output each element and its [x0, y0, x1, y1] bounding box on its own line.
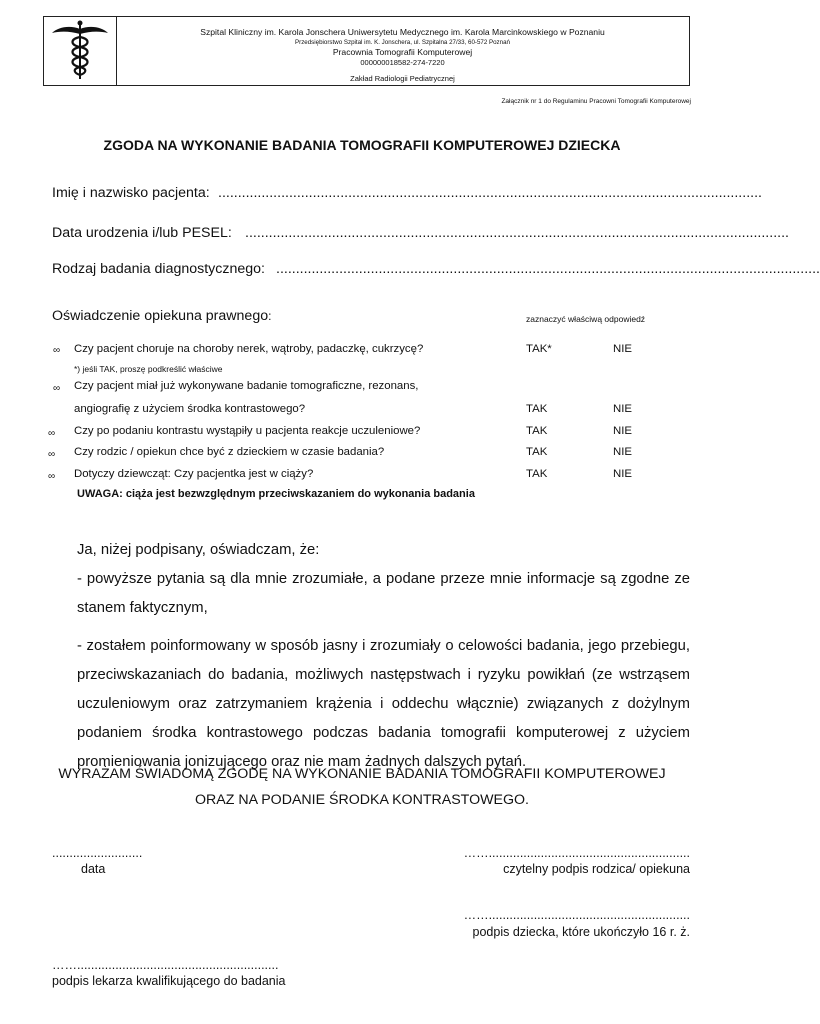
question-4: Czy rodzic / opiekun chce być z dzieckiem w czasie badania? [74, 446, 385, 458]
statement-label: Oświadczenie opiekuna prawnego [52, 308, 269, 324]
declaration-intro: Ja, niżej podpisany, oświadczam, że: [77, 542, 320, 558]
bullet-icon: ∞ [48, 471, 56, 482]
exam-type-field[interactable]: .......................................................................................................................................... [276, 261, 820, 277]
letterhead [43, 16, 690, 86]
question-3-yes[interactable]: TAK [526, 425, 548, 437]
exam-type-label: Rodzaj badania diagnostycznego: [52, 261, 265, 277]
question-2: Czy pacjent miał już wykonywane badanie tomograficzne, rezonans, [74, 380, 419, 392]
hospital-name: Szpital Kliniczny im. Karola Jonschera Uniwersytetu Medycznego im. Karola Marcinkowskiego w Poznaniu [200, 27, 605, 37]
question-2-continued: angiografię z użyciem środka kontrastowego? [74, 403, 306, 415]
parent-signature-label: czytelny podpis rodzica/ opiekuna [503, 862, 690, 876]
annex-note: Załącznik nr 1 do Regulaminu Pracowni Tomografii Komputerowej [501, 98, 691, 105]
enterprise-address: Przedsiębiorstwo Szpital im. K. Jonschera, ul. Szpitalna 27/33, 60-572 Poznań [295, 39, 510, 46]
caduceus-logo [44, 17, 117, 85]
question-4-no[interactable]: NIE [613, 446, 632, 458]
question-5-yes[interactable]: TAK [526, 468, 548, 480]
question-1-no[interactable]: NIE [613, 343, 632, 355]
bullet-icon: ∞ [53, 345, 61, 356]
question-1-yes[interactable]: TAK* [526, 343, 552, 355]
question-5: Dotyczy dziewcząt: Czy pacjentka jest w ciąży? [74, 468, 314, 480]
answer-hint: zaznaczyć właściwą odpowiedź [526, 314, 646, 324]
date-label: data [81, 862, 106, 876]
declaration-point-1: - powyższe pytania są dla mnie zrozumiałe, a podane przeze mnie informacje są zgodne ze stanem faktycznym, [77, 571, 690, 616]
question-1: Czy pacjent choruje na choroby nerek, wątroby, padaczkę, cukrzycę? [74, 343, 424, 355]
question-3: Czy po podaniu kontrastu wystąpiły u pacjenta reakcje uczuleniowe? [74, 425, 421, 437]
consent-line-2: ORAZ NA PODANIE ŚRODKA KONTRASTOWEGO. [195, 792, 529, 808]
declaration-point-2: - zostałem poinformowany w sposób jasny i zrozumiały o celowości badania, jego przebiegu, przeciwskazaniach do badania, możliwych następstwach i ryzyku powikłań (ze wstrząsem uczuleniowym oraz zatrzymaniem krążenia i oddechu włącznie) związanych z dożylnym podaniem środka kontrastowego podczas badania tomografii komputerowej z użyciem promieniowania jonizującego oraz nie mam żadnych dalszych pytań. [77, 638, 690, 770]
statement-heading [52, 308, 271, 324]
bullet-icon: ∞ [53, 383, 61, 394]
pregnancy-warning: UWAGA: ciąża jest bezwzględnym przeciwskazaniem do wykonania badania [77, 488, 475, 500]
document-title: ZGODA NA WYKONANIE BADANIA TOMOGRAFII KOMPUTEROWEJ DZIECKA [103, 137, 621, 153]
question-5-no[interactable]: NIE [613, 468, 632, 480]
question-3-no[interactable]: NIE [613, 425, 632, 437]
birth-date-field[interactable]: .......................................................................................................................................... [245, 225, 789, 241]
birth-date-label: Data urodzenia i/lub PESEL: [52, 225, 232, 241]
patient-name-field[interactable]: .......................................................................................................................................... [218, 185, 762, 201]
child-signature-line[interactable]: …….......................................................... [463, 908, 690, 922]
unit-code: 000000018582-274-7220 [360, 58, 445, 67]
department-name: Zakład Radiologii Pediatrycznej [350, 74, 455, 83]
bullet-icon: ∞ [48, 428, 56, 439]
statement-colon: : [268, 309, 272, 323]
doctor-signature-label: podpis lekarza kwalifikującego do badania [52, 974, 286, 988]
consent-line-1: WYRAŻAM ŚWIADOMĄ ZGODĘ NA WYKONANIE BADANIA TOMOGRAFII KOMPUTEROWEJ [58, 766, 666, 782]
bullet-icon: ∞ [48, 449, 56, 460]
question-2-yes[interactable]: TAK [526, 403, 548, 415]
footnote: *) jeśli TAK, proszę podkreślić właściwe [74, 364, 223, 374]
doctor-signature-line[interactable]: …….......................................................... [52, 958, 279, 972]
parent-signature-line[interactable]: …….......................................................... [463, 846, 690, 860]
date-line[interactable]: .......................... [52, 846, 143, 860]
patient-name-label: Imię i nazwisko pacjenta: [52, 185, 210, 201]
question-2-no[interactable]: NIE [613, 403, 632, 415]
unit-name: Pracownia Tomografii Komputerowej [332, 47, 473, 57]
question-4-yes[interactable]: TAK [526, 446, 548, 458]
child-signature-label: podpis dziecka, które ukończyło 16 r. ż. [472, 925, 690, 939]
